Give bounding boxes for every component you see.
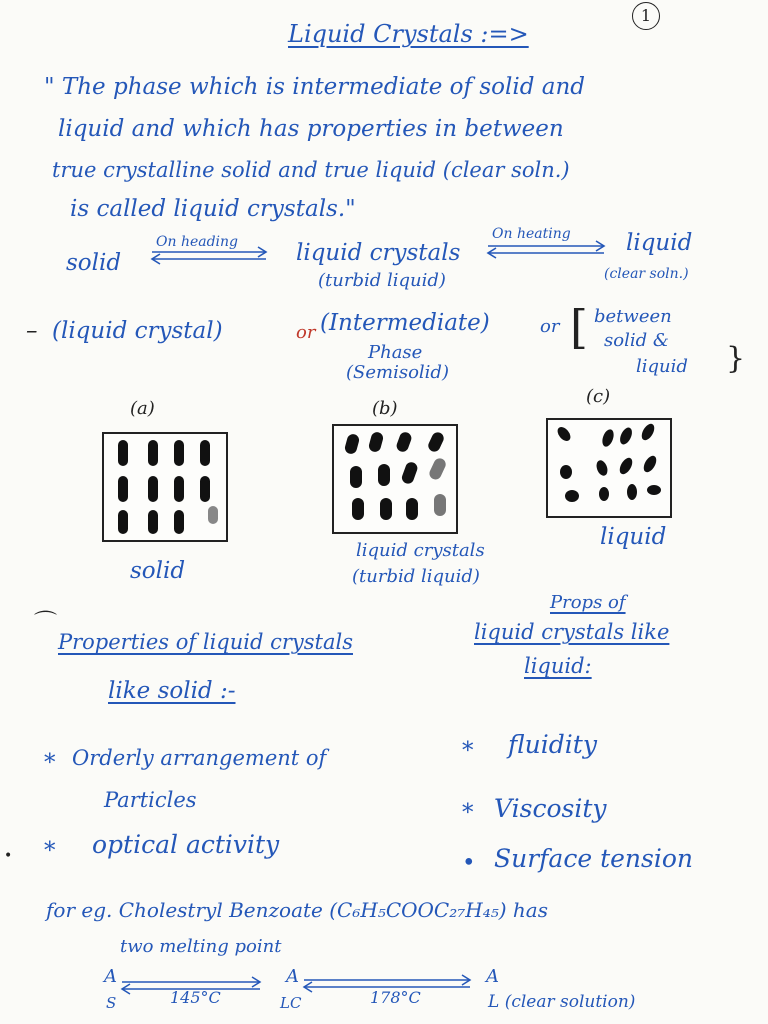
synonym-solid-and: solid & xyxy=(604,330,669,351)
definition-line-4: is called liquid crystals." xyxy=(70,196,356,222)
margin-dot: • xyxy=(4,848,13,864)
liquid-prop-2: Viscosity xyxy=(494,794,607,823)
liquid-prop-bullet-1: * xyxy=(462,738,474,764)
liquid-prop-1: fluidity xyxy=(508,730,597,759)
definition-line-2: liquid and which has properties in between xyxy=(58,116,564,142)
liquid-prop-3: Surface tension xyxy=(494,844,693,873)
synonym-or-1: or xyxy=(296,322,316,343)
caption-liquid: liquid xyxy=(600,524,667,550)
liquid-props-heading-2: liquid: xyxy=(524,654,592,678)
chain-s: S xyxy=(106,994,117,1012)
chain-l: L (clear solution) xyxy=(488,992,636,1012)
synonym-liquid-crystal: (liquid crystal) xyxy=(52,318,223,344)
dash-mark-2: ⌒ xyxy=(34,610,57,636)
figure-label-b: (b) xyxy=(372,398,398,419)
state-solid: solid xyxy=(66,250,122,276)
caption-turbid-liquid: (turbid liquid) xyxy=(352,566,480,587)
chain-lc: LC xyxy=(280,994,302,1012)
example-line-2: two melting point xyxy=(120,936,282,957)
solid-prop-bullet-2: * xyxy=(44,838,56,864)
bracket-open: [ xyxy=(570,300,588,354)
chain-lc-top: A xyxy=(286,966,299,987)
page-title: Liquid Crystals :=> xyxy=(288,20,529,48)
page-number: 1 xyxy=(632,2,660,30)
state-turbid-liquid: (turbid liquid) xyxy=(318,270,446,291)
state-liquid: liquid xyxy=(626,230,693,256)
liquid-prop-bullet-2: * xyxy=(462,800,474,826)
solid-prop-2: optical activity xyxy=(92,830,280,859)
synonym-semisolid: (Semisolid) xyxy=(346,362,449,383)
synonym-liquid: liquid xyxy=(636,356,688,377)
synonym-intermediate: (Intermediate) xyxy=(320,310,490,336)
on-heating-label-1: On heading xyxy=(156,234,239,250)
chain-temp-2: 178°C xyxy=(370,988,421,1007)
chain-temp-1: 145°C xyxy=(170,988,221,1007)
example-line-1: for eg. Cholestryl Benzoate (C₆H₅COOC₂₇H₄₅) has xyxy=(46,898,548,922)
synonym-phase: Phase xyxy=(368,342,423,363)
definition-line-3: true crystalline solid and true liquid (clear soln.) xyxy=(52,158,570,182)
solid-prop-bullet-1: * xyxy=(44,750,56,776)
figure-label-a: (a) xyxy=(130,398,155,419)
solid-prop-1: Orderly arrangement of xyxy=(72,746,327,770)
synonym-between: between xyxy=(594,306,672,327)
liquid-prop-bullet-3: • xyxy=(462,850,476,876)
solid-props-heading-2: like solid :- xyxy=(108,678,236,704)
caption-liquid-crystals: liquid crystals xyxy=(356,540,485,561)
caption-solid: solid xyxy=(130,558,186,584)
figure-label-c: (c) xyxy=(586,386,611,407)
chain-s-top: A xyxy=(104,966,117,987)
definition-line-1: " The phase which is intermediate of solid and xyxy=(44,74,585,100)
solid-props-heading-1: Properties of liquid crystals xyxy=(58,630,353,654)
liquid-props-heading-0: Props of xyxy=(550,592,626,613)
state-liquid-crystals: liquid crystals xyxy=(296,240,461,266)
bracket-close: } xyxy=(726,341,746,376)
dash-mark: – xyxy=(26,318,38,344)
state-clear-solution: (clear soln.) xyxy=(604,266,689,282)
chain-l-top: A xyxy=(486,966,499,987)
solid-prop-1-cont: Particles xyxy=(104,788,197,812)
synonym-or-2: or xyxy=(540,316,560,337)
on-heating-label-2: On heating xyxy=(492,226,571,242)
liquid-props-heading-1: liquid crystals like xyxy=(474,620,670,644)
